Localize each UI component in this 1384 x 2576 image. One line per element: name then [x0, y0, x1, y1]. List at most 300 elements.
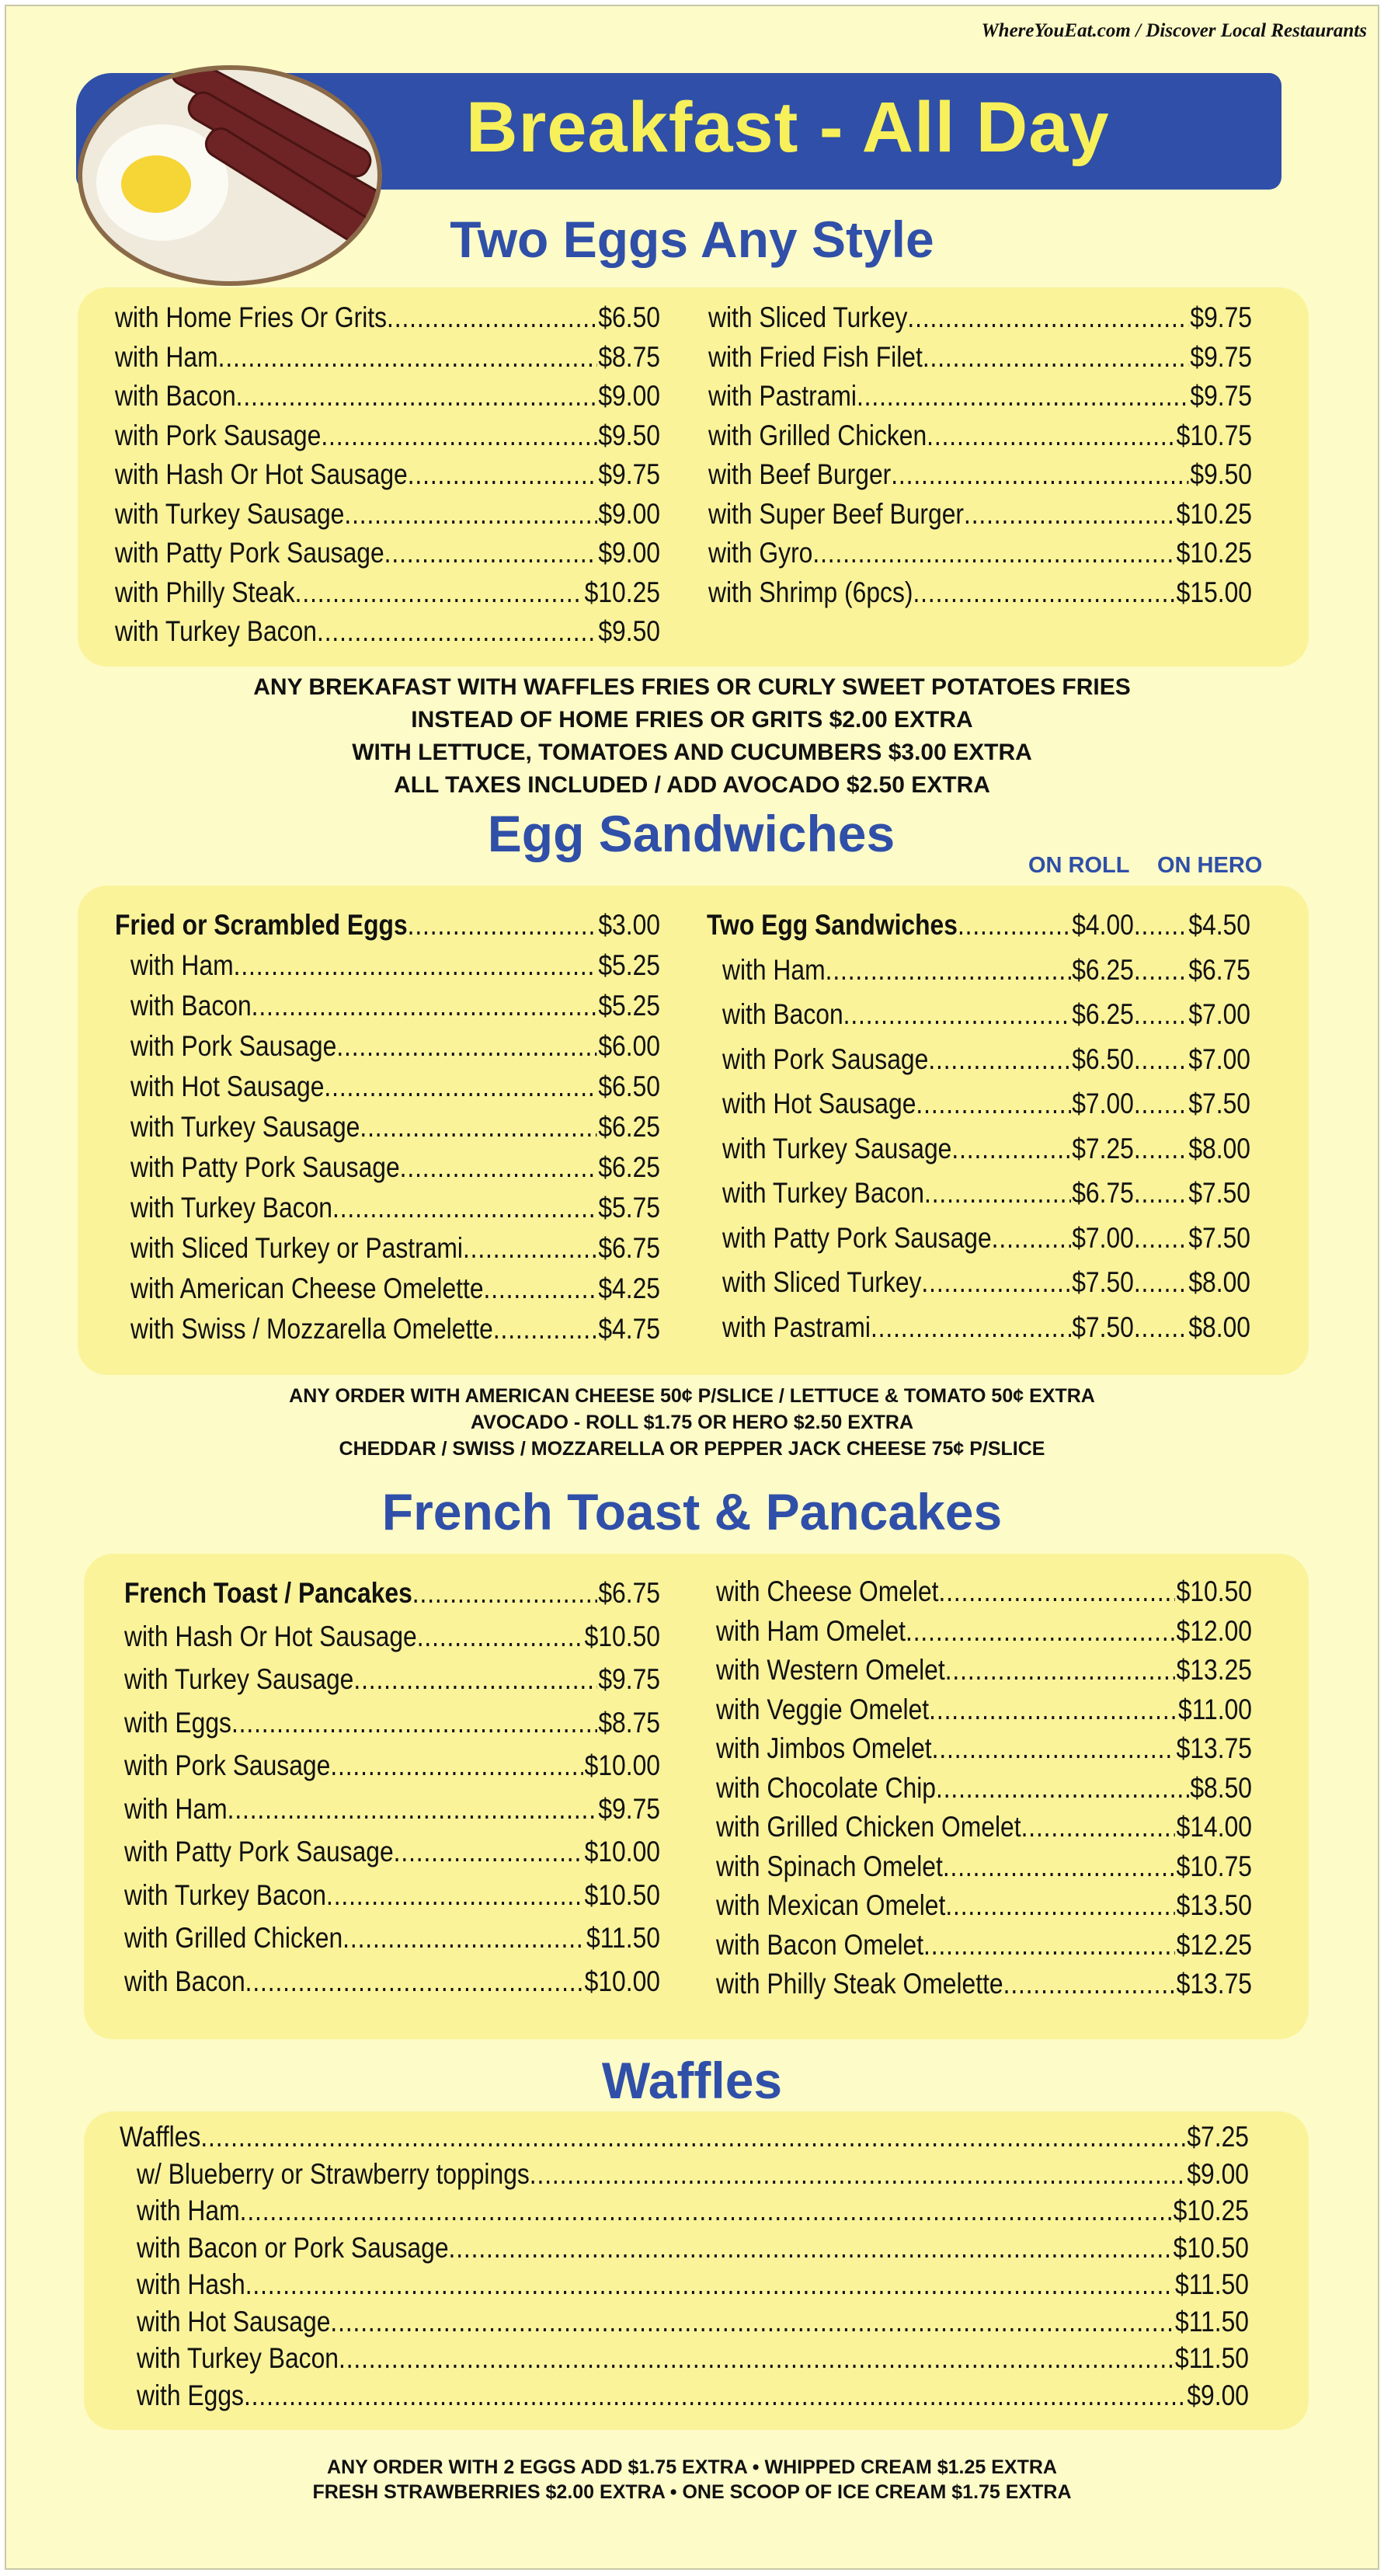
item-price: $10.50: [1173, 2231, 1249, 2264]
item-label: with Turkey Sausage: [130, 1111, 360, 1143]
leader-dots: [1134, 1133, 1188, 1165]
item-price: $10.00: [584, 1965, 660, 1997]
leader-dots: [1134, 1088, 1188, 1120]
leader-dots: [812, 537, 1175, 569]
note-line: ANY ORDER WITH 2 EGGS ADD $1.75 EXTRA • WHIPPED CREAM $1.25 EXTRA: [327, 2456, 1057, 2478]
item-label: with Turkey Sausage: [722, 1132, 952, 1164]
leader-dots: [923, 1929, 1175, 1962]
item-label: with Ham Omelet: [716, 1614, 906, 1647]
menu-item: [716, 1850, 1252, 1883]
leader-dots: [324, 1070, 596, 1103]
menu-item: [722, 1177, 1250, 1210]
menu-item: [124, 1836, 660, 1868]
menu-item: [137, 2158, 1249, 2191]
item-label: with Super Beef Burger: [708, 497, 964, 530]
item-price: $12.25: [1176, 1928, 1252, 1961]
menu-item: [124, 1577, 660, 1610]
leader-dots: [245, 2268, 1174, 2301]
menu-item: [115, 909, 660, 942]
menu-item: [130, 990, 660, 1022]
menu-item: [115, 301, 660, 334]
leader-dots: [1003, 1968, 1175, 2000]
item-label: with Grilled Chicken Omelet: [716, 1811, 1021, 1843]
item-label: with Bacon or Pork Sausage: [137, 2231, 449, 2264]
item-label: French Toast / Pancakes: [124, 1577, 412, 1609]
item-label: Fried or Scrambled Eggs: [115, 909, 408, 941]
item-label: with Hot Sausage: [722, 1088, 916, 1119]
leader-dots: [958, 909, 1071, 942]
menu-item: [722, 1222, 1250, 1255]
menu-item: [124, 1707, 660, 1739]
leader-dots: [1134, 909, 1188, 942]
leader-dots: [891, 458, 1188, 491]
site-credit: WhereYouEat.com / Discover Local Restaurants: [981, 20, 1367, 41]
leader-dots: [332, 1192, 597, 1224]
item-price: $11.50: [1175, 2305, 1249, 2338]
price-on-hero: $7.00: [1188, 998, 1250, 1030]
leader-dots: [1134, 1222, 1188, 1255]
price-on-roll: $6.75: [1072, 1177, 1134, 1209]
leader-dots: [992, 1222, 1071, 1255]
menu-item: [124, 1793, 660, 1826]
item-price: $11.50: [1175, 2268, 1249, 2300]
leader-dots: [336, 1030, 596, 1063]
item-price: $8.75: [598, 1706, 660, 1739]
item-label: with Turkey Bacon: [115, 615, 317, 647]
menu-item: [124, 1749, 660, 1782]
item-price: $6.25: [598, 1111, 660, 1143]
leader-dots: [916, 1088, 1070, 1120]
leader-dots: [1134, 998, 1188, 1031]
item-price: $9.00: [598, 537, 660, 569]
menu-item: [708, 341, 1252, 374]
menu-item: [130, 949, 660, 982]
price-on-roll: $6.50: [1072, 1043, 1134, 1075]
price-on-roll: $7.00: [1072, 1088, 1134, 1119]
item-label: with Hash: [137, 2268, 245, 2300]
item-label: with Pastrami: [708, 380, 857, 412]
leader-dots: [384, 537, 597, 569]
item-price: $13.75: [1176, 1732, 1252, 1764]
leader-dots: [928, 1043, 1070, 1076]
leader-dots: [945, 1889, 1175, 1922]
item-price: $7.25: [1187, 2121, 1249, 2153]
leader-dots: [951, 1133, 1070, 1165]
item-label: with Bacon: [115, 380, 236, 412]
item-label: with Patty Pork Sausage: [130, 1151, 400, 1183]
item-label: with Eggs: [124, 1706, 231, 1739]
item-label: with Bacon: [130, 990, 252, 1022]
item-price: $6.50: [598, 301, 660, 333]
item-price: $10.50: [584, 1878, 660, 1911]
leader-dots: [408, 909, 597, 942]
item-label: with Pork Sausage: [722, 1043, 929, 1075]
section-title-two-eggs: Two Eggs Any Style: [450, 211, 934, 268]
note-line: FRESH STRAWBERRIES $2.00 EXTRA • ONE SCOOP OF ICE CREAM $1.75 EXTRA: [312, 2481, 1072, 2503]
item-label: with Philly Steak Omelette: [716, 1968, 1003, 2000]
leader-dots: [244, 2379, 1186, 2412]
item-label: with Turkey Sausage: [124, 1663, 354, 1695]
item-price: $6.50: [598, 1070, 660, 1102]
menu-item: [115, 341, 660, 374]
menu-item: [707, 909, 1250, 942]
item-label: with Pastrami: [722, 1311, 871, 1343]
menu-item: [716, 1968, 1252, 2000]
item-label: with Patty Pork Sausage: [124, 1836, 394, 1868]
item-price: $9.00: [598, 380, 660, 412]
item-label: with Ham: [137, 2195, 240, 2226]
item-price: $10.25: [584, 576, 660, 608]
leader-dots: [929, 1694, 1177, 1726]
menu-item: [716, 1929, 1252, 1962]
menu-item: [137, 2306, 1249, 2338]
item-label: with Bacon: [722, 998, 843, 1030]
leader-dots: [449, 2232, 1172, 2264]
leader-dots: [339, 2342, 1174, 2375]
item-label: with Jimbos Omelet: [716, 1732, 932, 1764]
menu-item: [115, 537, 660, 569]
menu-item: [722, 954, 1250, 987]
leader-dots: [493, 1313, 597, 1345]
item-price: $6.00: [598, 1030, 660, 1062]
leader-dots: [857, 380, 1189, 413]
item-label: with Bacon Omelet: [716, 1928, 924, 1961]
leader-dots: [932, 1732, 1175, 1765]
menu-item: [708, 380, 1252, 413]
menu-item: [708, 301, 1252, 334]
item-label: with Spinach Omelet: [716, 1850, 943, 1882]
item-label: with Pork Sausage: [130, 1030, 337, 1062]
item-price: $12.00: [1176, 1614, 1252, 1647]
menu-item: [115, 458, 660, 491]
menu-item: [130, 1192, 660, 1224]
item-label: with Hot Sausage: [130, 1070, 325, 1102]
price-on-roll: $7.50: [1072, 1266, 1134, 1298]
leader-dots: [843, 998, 1071, 1031]
item-price: $15.00: [1176, 576, 1252, 608]
menu-item: [137, 2342, 1249, 2375]
menu-item: [716, 1575, 1252, 1608]
price-on-hero: $6.75: [1188, 953, 1250, 986]
item-price: $10.00: [584, 1749, 660, 1781]
item-label: with Hot Sausage: [137, 2305, 331, 2338]
menu-item: [708, 498, 1252, 531]
item-price: $9.50: [1190, 458, 1252, 490]
leader-dots: [252, 990, 597, 1022]
price-on-roll: $7.25: [1072, 1132, 1134, 1164]
menu-item: [716, 1889, 1252, 1922]
leader-dots: [871, 1311, 1071, 1344]
menu-item: [130, 1272, 660, 1305]
leader-dots: [417, 1620, 583, 1653]
item-price: $10.25: [1176, 537, 1252, 569]
leader-dots: [906, 1615, 1175, 1648]
section-title-french-toast: French Toast & Pancakes: [381, 1483, 1003, 1540]
note-line: ALL TAXES INCLUDED / ADD AVOCADO $2.50 EXTRA: [394, 772, 990, 798]
column-header-on-roll: ON ROLL: [1028, 853, 1130, 878]
leader-dots: [231, 1707, 597, 1739]
menu-item: [115, 380, 660, 413]
leader-dots: [236, 380, 597, 413]
note-line: ANY ORDER WITH AMERICAN CHEESE 50¢ P/SLICE / LETTUCE & TOMATO 50¢ EXTRA: [289, 1385, 1095, 1407]
menu-item: [716, 1654, 1252, 1687]
item-label: with Ham: [130, 949, 234, 981]
menu-item: [115, 419, 660, 452]
item-label: with Patty Pork Sausage: [115, 537, 384, 569]
item-label: with Ham: [124, 1792, 228, 1825]
item-price: $10.75: [1176, 419, 1252, 451]
leader-dots: [394, 1836, 583, 1868]
menu-item: [124, 1663, 660, 1696]
item-label: with Bacon: [124, 1965, 245, 1997]
leader-dots: [1134, 1266, 1188, 1299]
item-label: with Cheese Omelet: [716, 1575, 939, 1607]
item-price: $11.50: [1175, 2342, 1249, 2374]
price-on-hero: $7.50: [1188, 1088, 1250, 1119]
leader-dots: [907, 301, 1188, 334]
menu-item: [716, 1811, 1252, 1843]
price-on-hero: $7.50: [1188, 1221, 1250, 1254]
leader-dots: [924, 1177, 1071, 1210]
menu-item: [130, 1070, 660, 1103]
menu-item: [722, 1266, 1250, 1299]
price-on-roll: $6.25: [1072, 953, 1134, 986]
leader-dots: [921, 1266, 1070, 1299]
item-price: $9.75: [1190, 340, 1252, 373]
item-label: with Mexican Omelet: [716, 1889, 946, 1921]
menu-item: [115, 498, 660, 531]
item-label: with Beef Burger: [708, 458, 892, 490]
leader-dots: [408, 458, 597, 491]
note-line: CHEDDAR / SWISS / MOZZARELLA OR PEPPER JACK CHEESE 75¢ P/SLICE: [339, 1438, 1045, 1460]
item-label: with Ham: [722, 953, 826, 986]
item-price: $13.25: [1176, 1654, 1252, 1686]
item-price: $14.00: [1176, 1811, 1252, 1843]
price-on-hero: $7.00: [1188, 1043, 1250, 1075]
leader-dots: [936, 1772, 1189, 1805]
note-line: AVOCADO - ROLL $1.75 OR HERO $2.50 EXTRA: [470, 1412, 914, 1433]
leader-dots: [400, 1151, 597, 1184]
leader-dots: [353, 1663, 596, 1696]
leader-dots: [964, 498, 1175, 531]
leader-dots: [484, 1272, 597, 1305]
price-on-hero: $8.00: [1188, 1266, 1250, 1298]
leader-dots: [387, 301, 597, 334]
item-price: $9.75: [598, 458, 660, 490]
leader-dots: [326, 1879, 583, 1912]
item-label: with Home Fries Or Grits: [115, 301, 388, 333]
item-price: $4.75: [598, 1313, 660, 1345]
leader-dots: [913, 576, 1174, 609]
leader-dots: [317, 615, 597, 648]
item-label: with Grilled Chicken: [124, 1922, 343, 1954]
note-line: INSTEAD OF HOME FRIES OR GRITS $2.00 EXTRA: [411, 707, 973, 733]
item-price: $9.50: [598, 615, 660, 647]
item-label: with Turkey Bacon: [124, 1878, 326, 1911]
menu-item: [137, 2232, 1249, 2264]
item-label: with Swiss / Mozzarella Omelette: [130, 1313, 493, 1345]
item-price: $11.50: [586, 1922, 660, 1954]
menu-item: [716, 1694, 1252, 1726]
item-price: $5.25: [598, 990, 660, 1022]
note-line: WITH LETTUCE, TOMATOES AND CUCUMBERS $3.00 EXTRA: [352, 740, 1032, 765]
leader-dots: [330, 1749, 583, 1782]
leader-dots: [360, 1111, 596, 1144]
price-on-hero: $7.50: [1188, 1177, 1250, 1209]
leader-dots: [1134, 1043, 1188, 1076]
page-title: Breakfast - All Day: [466, 88, 1110, 167]
item-label: Waffles: [120, 2121, 201, 2153]
menu-item: [120, 2121, 1249, 2153]
item-price: $10.00: [584, 1836, 660, 1868]
section-title-egg-sandwiches: Egg Sandwiches: [487, 805, 895, 862]
item-price: $9.75: [1190, 301, 1252, 333]
leader-dots: [295, 576, 583, 609]
price-on-hero: $4.50: [1188, 909, 1250, 941]
leader-dots: [927, 419, 1175, 452]
item-label: with Fried Fish Filet: [708, 340, 923, 373]
item-price: $9.00: [1187, 2379, 1249, 2411]
item-price: $13.75: [1176, 1968, 1252, 2000]
item-label: with Sliced Turkey: [708, 301, 908, 333]
leader-dots: [321, 419, 596, 452]
item-price: $11.00: [1178, 1693, 1252, 1725]
menu-item: [716, 1772, 1252, 1805]
item-price: $6.75: [598, 1232, 660, 1264]
leader-dots: [412, 1577, 597, 1610]
column-header-on-hero: ON HERO: [1157, 853, 1263, 878]
egg-yolk: [121, 155, 191, 213]
menu-item: [130, 1030, 660, 1063]
menu-item: [708, 458, 1252, 491]
item-label: with Philly Steak: [115, 576, 295, 608]
item-label: with Gyro: [708, 537, 813, 569]
item-label: with Grilled Chicken: [708, 419, 927, 451]
leader-dots: [463, 1232, 597, 1265]
price-on-roll: $6.25: [1072, 998, 1134, 1030]
item-label: with Turkey Bacon: [137, 2342, 339, 2374]
item-price: $3.00: [598, 909, 660, 941]
item-price: $9.00: [1187, 2157, 1249, 2190]
menu-item: [722, 1311, 1250, 1344]
item-label: with Turkey Bacon: [130, 1192, 332, 1224]
price-on-hero: $8.00: [1188, 1132, 1250, 1164]
item-label: with Turkey Bacon: [722, 1177, 924, 1209]
menu-item: [708, 576, 1252, 609]
item-price: $10.75: [1176, 1850, 1252, 1882]
leader-dots: [1134, 954, 1188, 987]
menu-item: [137, 2268, 1249, 2301]
item-label: w/ Blueberry or Strawberry toppings: [137, 2157, 530, 2190]
item-label: with Patty Pork Sausage: [722, 1221, 992, 1254]
leader-dots: [939, 1575, 1175, 1608]
leader-dots: [923, 341, 1189, 374]
menu-item: [124, 1620, 660, 1653]
item-price: $10.50: [1176, 1575, 1252, 1607]
item-price: $4.25: [598, 1272, 660, 1304]
price-on-hero: $8.00: [1188, 1311, 1250, 1343]
item-price: $13.50: [1176, 1889, 1252, 1921]
menu-item: [708, 419, 1252, 452]
menu-item: [722, 1043, 1250, 1076]
item-label: with Shrimp (6pcs): [708, 576, 913, 608]
item-label: with Western Omelet: [716, 1654, 945, 1686]
price-on-roll: $4.00: [1072, 909, 1134, 941]
item-label: with Pork Sausage: [115, 419, 322, 451]
item-price: $8.75: [598, 340, 660, 373]
menu-item: [137, 2379, 1249, 2412]
leader-dots: [826, 954, 1071, 987]
item-price: $10.25: [1173, 2195, 1249, 2226]
item-label: with Turkey Sausage: [115, 497, 345, 530]
leader-dots: [1134, 1311, 1188, 1344]
item-price: $10.25: [1176, 497, 1252, 530]
item-price: $9.75: [1190, 380, 1252, 412]
menu-item: [130, 1151, 660, 1184]
menu-item: [130, 1111, 660, 1144]
item-price: $8.50: [1190, 1771, 1252, 1804]
item-price: $9.75: [598, 1792, 660, 1825]
leader-dots: [945, 1654, 1175, 1687]
leader-dots: [245, 1965, 583, 1998]
menu-item: [722, 998, 1250, 1031]
leader-dots: [240, 2195, 1172, 2227]
item-label: with Ham: [115, 340, 218, 373]
item-price: $10.50: [584, 1620, 660, 1652]
menu-item: [137, 2195, 1249, 2227]
item-price: $9.00: [598, 497, 660, 530]
leader-dots: [200, 2121, 1185, 2153]
menu-item: [716, 1732, 1252, 1765]
menu-item: [115, 615, 660, 648]
leader-dots: [943, 1850, 1175, 1883]
item-price: $9.75: [598, 1663, 660, 1695]
menu-item: [722, 1088, 1250, 1120]
menu-item: [115, 576, 660, 609]
note-line: ANY BREKAFAST WITH WAFFLES FRIES OR CURLY SWEET POTATOES FRIES: [253, 674, 1131, 700]
item-price: $6.25: [598, 1151, 660, 1183]
item-price: $5.25: [598, 949, 660, 981]
menu-item: [708, 537, 1252, 569]
leader-dots: [1021, 1811, 1175, 1843]
item-price: $6.75: [598, 1577, 660, 1609]
menu-item: [124, 1922, 660, 1955]
menu-item: [124, 1965, 660, 1998]
menu-item: [130, 1313, 660, 1345]
item-label: with Hash Or Hot Sausage: [124, 1620, 417, 1652]
leader-dots: [343, 1922, 585, 1955]
menu-item: [130, 1232, 660, 1265]
item-label: with Hash Or Hot Sausage: [115, 458, 408, 490]
item-label: with Pork Sausage: [124, 1749, 331, 1781]
item-label: with Veggie Omelet: [716, 1693, 930, 1725]
menu-item: [722, 1133, 1250, 1165]
leader-dots: [228, 1793, 597, 1826]
item-label: with American Cheese Omelette: [130, 1272, 484, 1304]
leader-dots: [330, 2306, 1174, 2338]
price-on-roll: $7.50: [1072, 1311, 1134, 1343]
item-label: with Sliced Turkey: [722, 1266, 922, 1298]
leader-dots: [218, 341, 597, 374]
item-label: Two Egg Sandwiches: [707, 909, 958, 941]
item-price: $5.75: [598, 1192, 660, 1224]
leader-dots: [344, 498, 596, 531]
section-title-waffles: Waffles: [601, 2052, 783, 2109]
menu-item: [716, 1615, 1252, 1648]
menu-item: [124, 1879, 660, 1912]
price-on-roll: $7.00: [1072, 1221, 1134, 1254]
item-label: with Eggs: [137, 2379, 244, 2411]
